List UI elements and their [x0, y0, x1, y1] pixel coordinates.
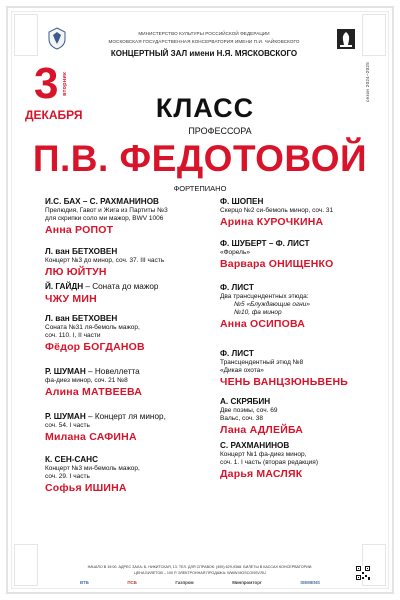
performer-name: Софья ИШИНА — [45, 482, 127, 494]
sponsor-logos — [80, 578, 320, 587]
work-inline: – Соната до мажор — [83, 282, 159, 291]
program-item — [220, 397, 303, 437]
work-title: фа-диез минор, соч. 21 №8 — [45, 377, 128, 384]
work-title: Вальс, соч. 38 — [220, 415, 264, 422]
date-month: ДЕКАБРЯ — [25, 108, 83, 122]
footer-tickets-line: ЦЕНА БИЛЕТОВ – 100 Р. ЭЛЕКТРОННАЯ ПРОДАЖА: WWW.MOSCONSV.RU — [134, 571, 266, 575]
composer-name — [45, 314, 145, 324]
composer-name — [45, 282, 158, 292]
date-day: 3 — [34, 59, 59, 108]
work-title: соч. 29. I часть — [45, 473, 90, 480]
composer-name: Ф. ШОПЕН — [220, 197, 264, 206]
work-title: Прелюдия, Гавот и Жига из Партиты №3 — [45, 207, 168, 214]
work-title: «Дикая охота» — [220, 367, 264, 374]
composer-name — [45, 197, 168, 207]
work-title: соч. 54. I часть — [45, 422, 90, 429]
work-title: Концерт №3 до минор, соч. 37. III часть — [45, 257, 165, 264]
composer-name — [45, 247, 164, 257]
program-item — [220, 441, 318, 481]
performer-name: Анна ОСИПОВА — [220, 318, 306, 330]
program-item — [45, 314, 145, 354]
performer-name: ЧЕНЬ ВАНЦЗЮНЬВЕНЬ — [220, 376, 348, 388]
date-weekday: вторник — [62, 72, 68, 96]
work-title: Скерцо №2 си-бемоль минор, соч. 31 — [220, 207, 334, 214]
work-title: «Форель» — [220, 249, 250, 256]
work-title: для скрипки соло ми мажор, BWV 1006 — [45, 215, 164, 222]
footer-info-line: НАЧАЛО В 19:00. АДРЕС ЗАЛА: Б. НИКИТСКАЯ, 13. ТЕЛ. ДЛЯ СПРАВОК: (495) 629-9368. БИЛЕТЫ В КАССАХ КОНСЕРВАТОРИИ. — [87, 565, 313, 569]
composer-text: Р. ШУМАН — [45, 367, 86, 376]
program-item — [45, 197, 168, 237]
program-item — [220, 349, 348, 389]
composer-name — [45, 455, 140, 465]
performer-name: Варвара ОНИЩЕНКО — [220, 258, 334, 270]
work-title: Концерт №3 ми-бемоль мажор, — [45, 465, 140, 472]
work-inline: – Концерт ля минор, — [85, 412, 166, 421]
work-title: Трансцендентный этюд №8 — [220, 359, 304, 366]
work-title: соч. 1. I часть (вторая редакция) — [220, 459, 318, 466]
program-item — [45, 282, 158, 306]
work-title: Две поэмы, соч. 69 — [220, 407, 278, 414]
concert-title-class: КЛАСС — [155, 93, 255, 123]
composer-name — [45, 412, 166, 422]
composer-name: Ф. ШУБЕРТ – Ф. ЛИСТ — [220, 239, 310, 248]
ministry-emblem-icon — [46, 26, 68, 50]
frame-corner-top-right — [362, 14, 386, 56]
composer-name: А. СКРЯБИН — [220, 397, 271, 406]
composer-text: Л. ван БЕТХОВЕН — [45, 314, 118, 323]
ministry-name: МИНИСТЕРСТВО КУЛЬТУРЫ РОССИЙСКОЙ ФЕДЕРАЦИИ — [138, 31, 270, 36]
work-title: Концерт №1 фа-диез минор, — [220, 451, 307, 458]
hall-name: КОНЦЕРТНЫЙ ЗАЛ имени Н.Я. МЯСКОВСКОГО — [110, 49, 298, 58]
composer-text: Й. ГАЙДН — [45, 282, 84, 291]
program-item — [220, 197, 333, 229]
performer-name: ЛЮ ЮЙТУН — [45, 266, 107, 278]
performer-name: Дарья МАСЛЯК — [220, 468, 303, 480]
teacher-name: П.В. ФЕДОТОВОЙ — [32, 138, 368, 179]
work-title: Соната №31 ля-бемоль мажор, — [45, 324, 140, 331]
season-label: сезон 2024–2025 — [365, 62, 370, 102]
program-item — [45, 412, 166, 444]
sponsor-logo: Минпромторг — [232, 580, 262, 585]
composer-name: Ф. ЛИСТ — [220, 349, 254, 358]
conservatory-name: МОСКОВСКАЯ ГОСУДАРСТВЕННАЯ КОНСЕРВАТОРИЯ ИМЕНИ П.И. ЧАЙКОВСКОГО — [108, 39, 300, 44]
composer-text: К. СЕН-САНС — [45, 455, 99, 464]
work-inline: – Новеллетта — [85, 367, 140, 376]
work-subtitle: №5 «Блуждающие огни» — [234, 301, 310, 308]
sponsor-logo: ПСБ — [127, 580, 137, 585]
performer-name: Алина МАТВЕЕВА — [45, 386, 143, 398]
composer-name — [45, 367, 142, 377]
composer-text: Л. ван БЕТХОВЕН — [45, 247, 118, 256]
program-item — [45, 367, 142, 399]
conservatory-logo-icon — [336, 26, 356, 50]
program-item — [220, 239, 334, 271]
qr-code-icon — [356, 566, 370, 580]
performer-name: Анна РОПОТ — [45, 224, 114, 236]
composer-text: Р. ШУМАН — [45, 412, 86, 421]
sponsor-logo: SIEMENS — [300, 580, 320, 585]
work-subtitle: №10, фа минор — [234, 309, 282, 316]
composer-name: С. РАХМАНИНОВ — [220, 441, 290, 450]
performer-name: Лана АДЛЕЙБА — [220, 424, 304, 436]
work-title: соч. 110. I, II части — [45, 332, 101, 339]
sponsor-logo: ВТБ — [80, 580, 89, 585]
sponsor-logo: Газпром — [175, 580, 194, 585]
composer-text: И.С. БАХ – С. РАХМАНИНОВ — [45, 197, 159, 206]
program-item — [220, 283, 310, 331]
instrument-label: ФОРТЕПИАНО — [173, 184, 227, 193]
performer-name: ЧЖУ МИН — [45, 293, 97, 305]
program-item — [45, 455, 140, 495]
performer-name: Милана САФИНА — [45, 431, 137, 443]
program-item — [45, 247, 164, 279]
performer-name: Арина КУРОЧКИНА — [220, 216, 324, 228]
work-title: Два трансцендентных этюда: — [220, 293, 309, 300]
performer-name: Фёдор БОГДАНОВ — [45, 341, 145, 353]
concert-title-professor: ПРОФЕССОРА — [188, 126, 252, 136]
frame-corner-top-left — [14, 14, 38, 56]
composer-name: Ф. ЛИСТ — [220, 283, 254, 292]
